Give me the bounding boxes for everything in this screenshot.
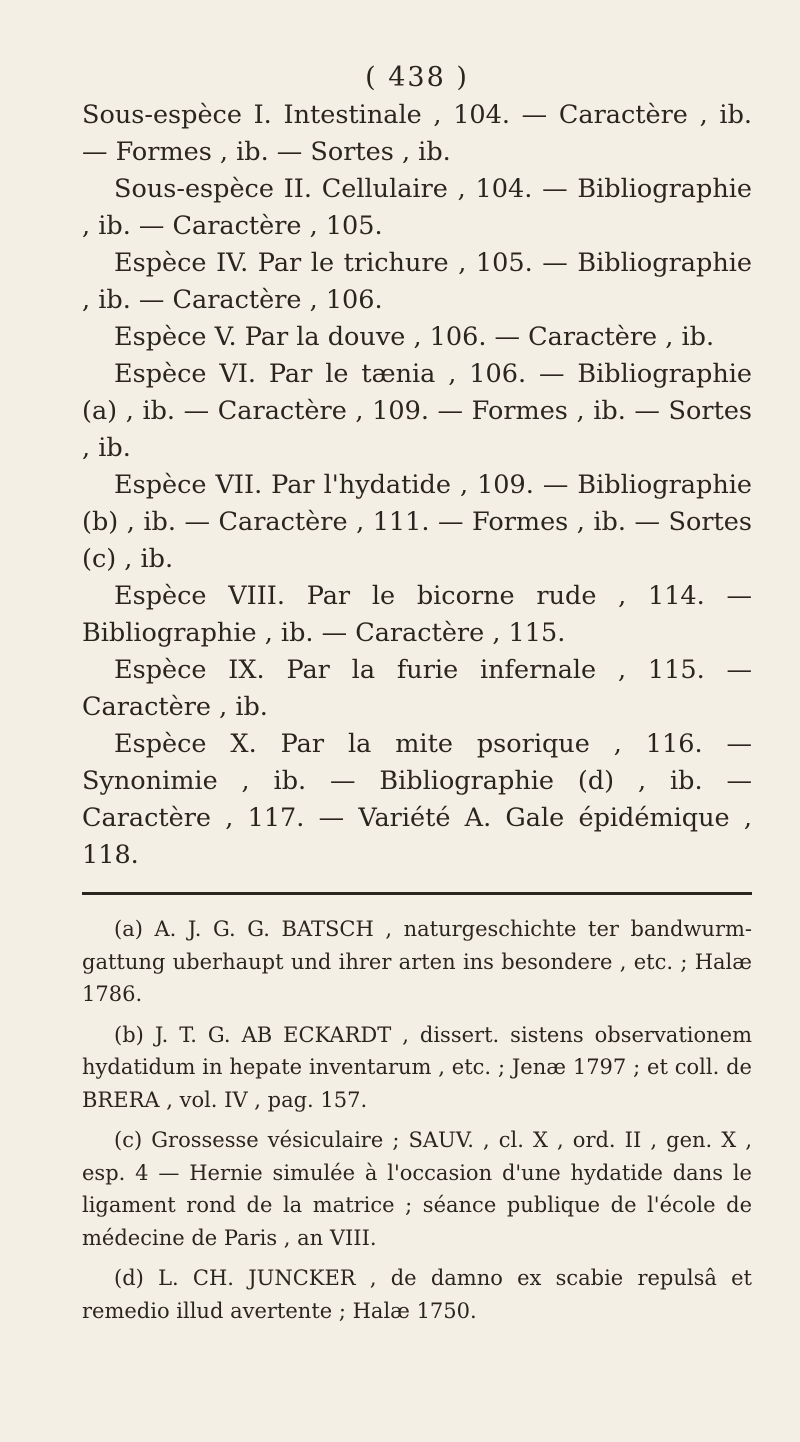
footnote-text: A. J. G. G. BATSCH , naturgeschichte ter bandwurm-gattung uberhaupt und ihrer arten ins besondere , etc. ; Halæ 1786. xyxy=(82,917,752,1006)
index-entry: Espèce VII. Par l'hydatide , 109. — Bibliographie (b) , ib. — Caractère , 111. — Formes , ib. — Sortes (c) , ib. xyxy=(82,470,752,574)
footnote-text: L. CH. JUNCKER , de damno ex scabie repulsâ et remedio illud avertente ; Halæ 1750. xyxy=(82,1266,752,1323)
footnote-label: (c) xyxy=(114,1128,143,1152)
index-entry: Espèce VIII. Par le bicorne rude , 114. — Bibliographie , ib. — Caractère , 115. xyxy=(82,581,752,648)
index-entries xyxy=(82,97,752,874)
footnote-text: J. T. G. AB ECKARDT , dissert. sistens observationem hydatidum in hepate inventarum , etc. ; Jenæ 1797 ; et coll. de BRERA , vol. IV , pag. 157. xyxy=(82,1022,752,1112)
index-entry: Espèce IV. Par le trichure , 105. — Bibliographie , ib. — Caractère , 106. xyxy=(82,248,752,315)
footnotes xyxy=(82,913,752,1327)
footnote-text: Grossesse vésiculaire ; SAUV. , cl. X , ord. II , gen. X , esp. 4 — Hernie simulée à l'occasion d'une hydatide dans le ligament rond de la matrice ; séance publique de l'école de médecine de Paris , an VIII. xyxy=(82,1128,752,1250)
footnote xyxy=(82,1124,752,1254)
footnote-label: (a) xyxy=(114,917,143,941)
footnote xyxy=(82,913,752,1011)
index-entry: Espèce IX. Par la furie infernale , 115. — Caractère , ib. xyxy=(82,655,752,722)
footnote xyxy=(82,1019,752,1117)
footnote-divider xyxy=(82,892,752,895)
footnote xyxy=(82,1262,752,1327)
index-entry: Espèce V. Par la douve , 106. — Caractère , ib. xyxy=(114,322,715,352)
footnote-label: (d) xyxy=(114,1266,144,1290)
footnote-label: (b) xyxy=(114,1022,144,1047)
index-entry: Sous-espèce II. Cellulaire , 104. — Bibliographie , ib. — Caractère , 105. xyxy=(82,174,752,241)
page-number: ( 438 ) xyxy=(365,62,469,93)
index-entry: Sous-espèce I. Intestinale , 104. — Caractère , ib. — Formes , ib. — Sortes , ib. xyxy=(82,100,752,167)
index-entry: Espèce X. Par la mite psorique , 116. — Synonimie , ib. — Bibliographie (d) , ib. — Caractère , 117. — Variété A. Gale épidémique , 118. xyxy=(82,729,752,870)
index-entry: Espèce VI. Par le tænia , 106. — Bibliographie (a) , ib. — Caractère , 109. — Formes , ib. — Sortes , ib. xyxy=(82,359,752,463)
